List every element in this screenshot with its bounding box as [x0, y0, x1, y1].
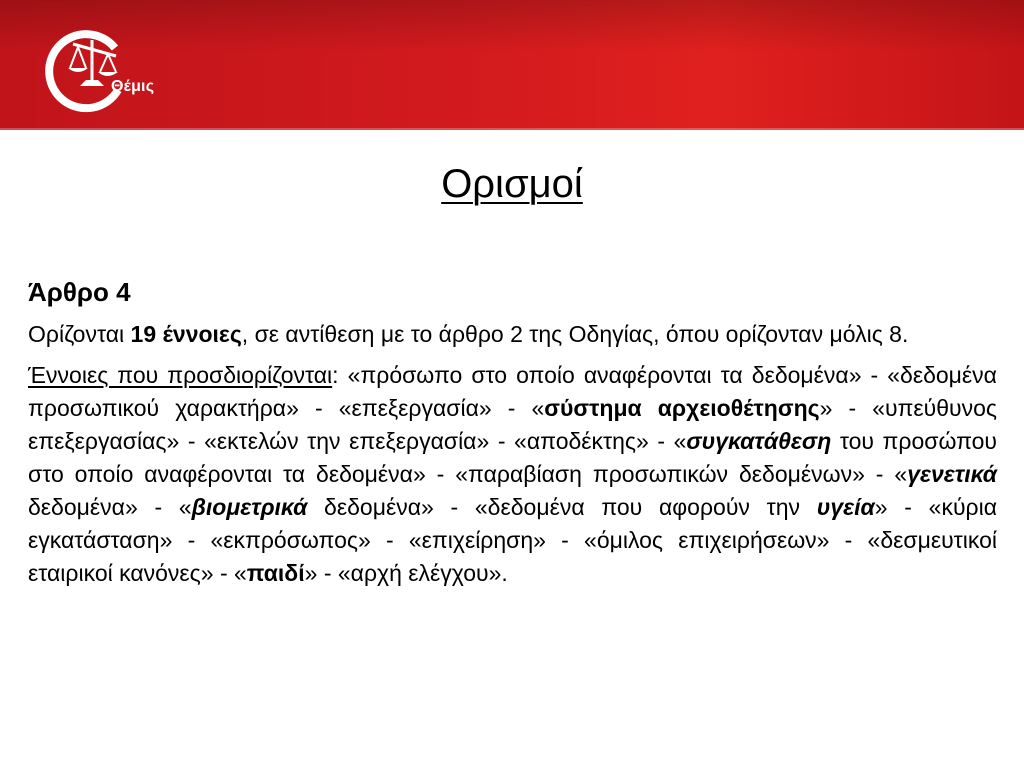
- definitions-count-paragraph: [28, 318, 997, 351]
- paragraph-text: » - «αρχή ελέγχου».: [304, 560, 508, 586]
- slide-body: [28, 272, 997, 598]
- term-biometric: βιομετρικά: [191, 494, 308, 520]
- paragraph-text: Ορίζονται: [28, 321, 131, 347]
- paragraph-text: δεδομένα» - «δεδομένα που αφορούν την: [307, 494, 817, 520]
- paragraph-text: δεδομένα» - «: [28, 494, 192, 520]
- slide-title: Ορισμοί: [441, 162, 583, 206]
- logo-wordmark: Θέμις: [111, 78, 155, 95]
- paragraph-text: του προσώπου στο οποίο αναφέρονται τα δεδομένα» - «παραβίαση προσωπικών δεδομένων» - «: [28, 428, 997, 487]
- definitions-count: 19 έννοιες: [130, 321, 242, 347]
- themis-scales-logo-icon: [40, 18, 140, 118]
- term-genetic: γενετικά: [907, 461, 997, 487]
- header-banner: [0, 0, 1024, 130]
- term-consent: συγκατάθεση: [686, 428, 832, 454]
- term-child: παιδί: [246, 560, 305, 586]
- term-health: υγεία: [816, 494, 875, 520]
- term-filing-system: σύστημα αρχειοθέτησης: [544, 395, 820, 421]
- paragraph-text: : «πρόσωπο στο οποίο αναφέρονται τα δεδομένα» - «δεδομένα προσωπικού χαρακτήρα» - «επεξεργασία» - «: [28, 362, 997, 421]
- article-heading: Άρθρο 4: [28, 277, 131, 307]
- concepts-lead: Έννοιες που προσδιορίζονται: [28, 362, 333, 388]
- paragraph-text: » - «υπεύθυνος επεξεργασίας» - «εκτελών την επεξεργασία» - «αποδέκτης» - «: [28, 395, 998, 454]
- defined-concepts-paragraph: [28, 359, 997, 590]
- paragraph-text: , σε αντίθεση με το άρθρο 2 της Οδηγίας, όπου ορίζονταν μόλις 8.: [241, 321, 909, 347]
- themis-logo: [40, 18, 170, 118]
- paragraph-text: » - «κύρια εγκατάσταση» - «εκπρόσωπος» - «επιχείρηση» - «όμιλος επιχειρήσεων» - «δεσμευτικοί εταιρικοί κανόνες» - «: [28, 494, 998, 586]
